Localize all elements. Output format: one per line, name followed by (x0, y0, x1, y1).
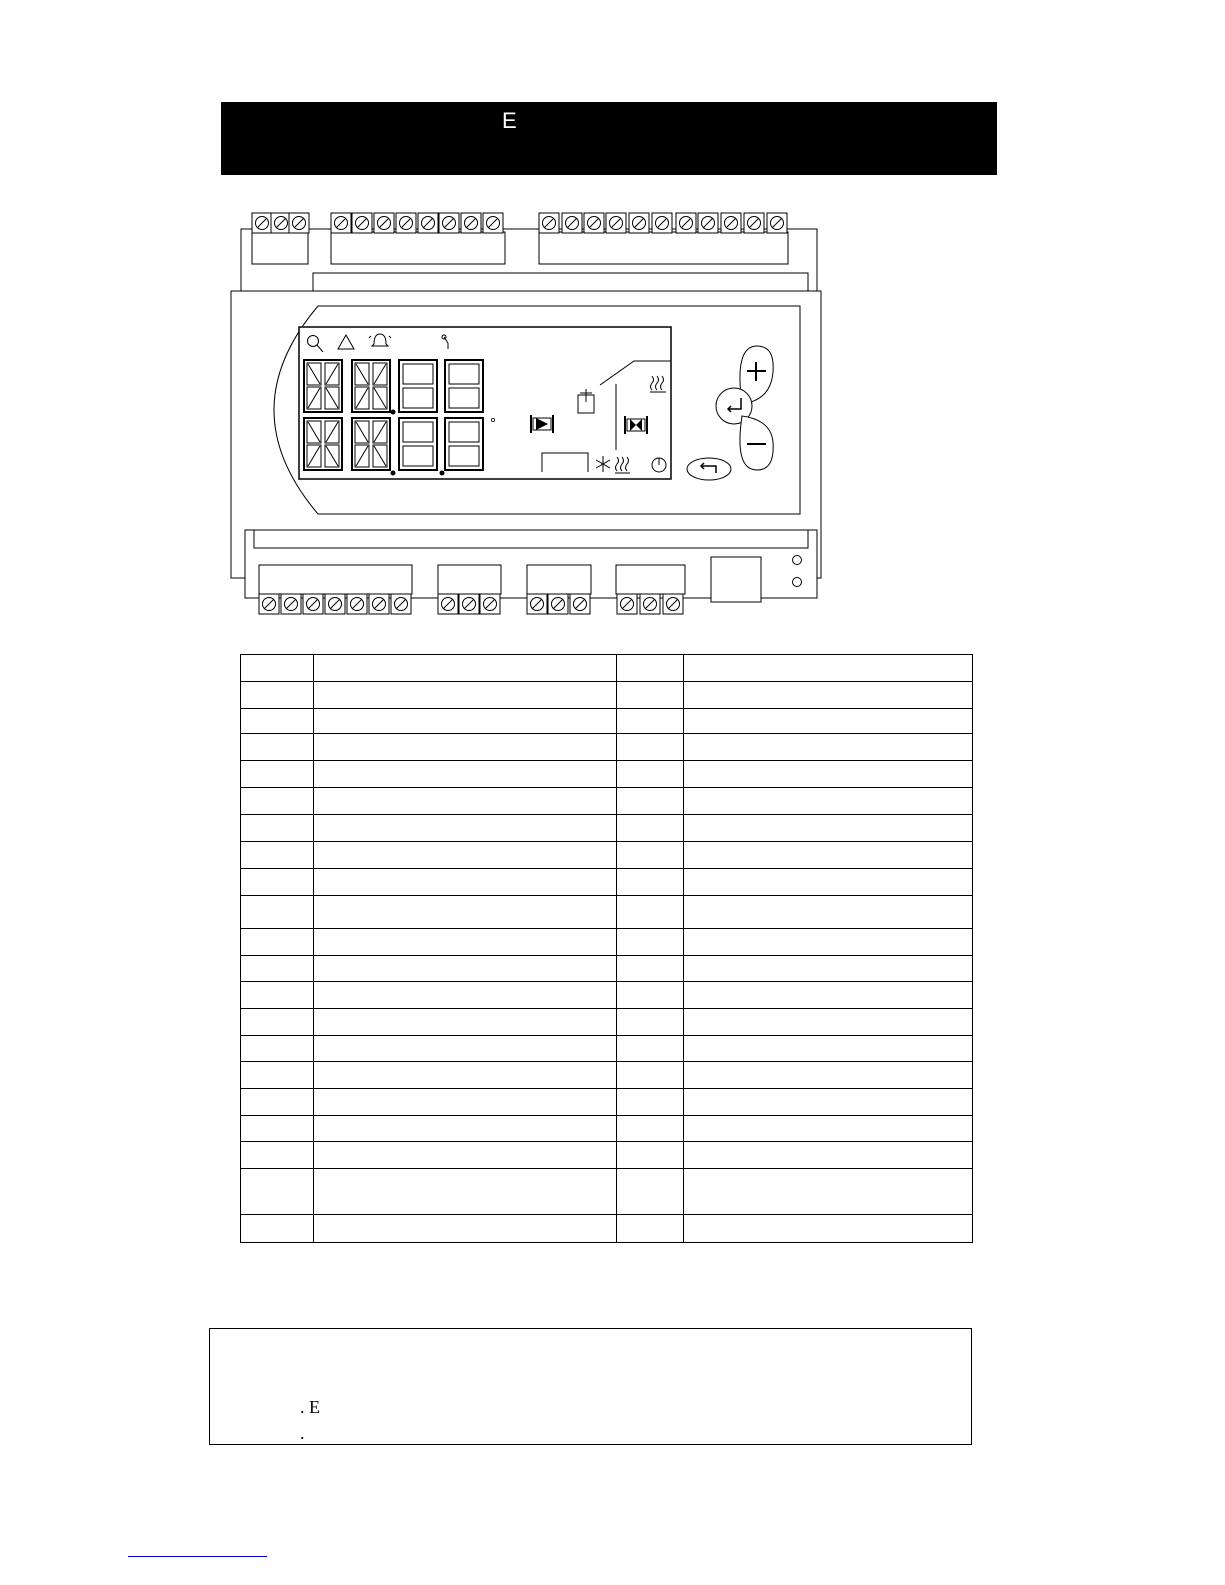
table-cell (241, 1089, 314, 1116)
table-cell (617, 1169, 684, 1215)
table-cell (617, 709, 684, 734)
digit-5 (304, 418, 342, 470)
table-row (241, 869, 973, 896)
table-cell (684, 788, 973, 815)
table-cell (684, 815, 973, 842)
network-port[interactable] (711, 557, 761, 602)
table-row (241, 1116, 973, 1142)
table-row (241, 1036, 973, 1062)
table-row (241, 734, 973, 761)
table-cell (314, 682, 617, 709)
digit-2 (352, 360, 390, 412)
table-cell (314, 1215, 617, 1243)
note-line-1: . E (300, 1397, 320, 1417)
table-row (241, 1215, 973, 1243)
table-row (241, 788, 973, 815)
table-cell (684, 1169, 973, 1215)
spec-table (240, 654, 973, 1243)
valve-icon (625, 416, 647, 434)
table-row (241, 1062, 973, 1089)
table-cell (241, 682, 314, 709)
table-cell (684, 1009, 973, 1036)
table-cell (241, 1215, 314, 1243)
table-cell (314, 1089, 617, 1116)
table-cell (617, 869, 684, 896)
table-cell (314, 1116, 617, 1142)
table-cell (684, 655, 973, 682)
table-cell (617, 1009, 684, 1036)
digit-7 (399, 418, 437, 470)
table-cell (684, 842, 973, 869)
top-terminal-block-1 (252, 213, 309, 233)
table-cell (617, 1062, 684, 1089)
table-cell (241, 1036, 314, 1062)
status-led-2 (793, 578, 802, 587)
table-cell (241, 761, 314, 788)
table-cell (617, 1089, 684, 1116)
table-cell (314, 869, 617, 896)
table-row (241, 1169, 973, 1215)
lcd-display (299, 327, 671, 479)
table-cell (617, 788, 684, 815)
table-cell (617, 956, 684, 982)
table-cell (684, 682, 973, 709)
table-cell (241, 982, 314, 1009)
table-cell (617, 761, 684, 788)
table-cell (684, 896, 973, 929)
table-cell (314, 1009, 617, 1036)
table-cell (241, 1116, 314, 1142)
table-row (241, 982, 973, 1009)
bottom-terminal-block-1 (259, 594, 411, 614)
table-cell (617, 929, 684, 956)
table-cell (684, 929, 973, 956)
table-row (241, 1089, 973, 1116)
table-cell (314, 1142, 617, 1169)
table-cell (314, 1036, 617, 1062)
digit-1 (304, 360, 342, 412)
status-led-1 (793, 556, 802, 565)
table-cell (241, 1142, 314, 1169)
bottom-terminal-housing (245, 530, 817, 602)
table-cell (684, 1089, 973, 1116)
table-cell (241, 655, 314, 682)
controller-diagram (0, 0, 1225, 640)
note-line-2: . (300, 1423, 305, 1443)
table-row (241, 682, 973, 709)
table-cell (617, 815, 684, 842)
top-terminal-block-3 (539, 213, 787, 233)
table-row (241, 815, 973, 842)
bottom-terminal-block-3 (527, 594, 590, 614)
table-cell (684, 709, 973, 734)
table-cell (617, 1215, 684, 1243)
header-title: E (502, 108, 517, 133)
table-cell (314, 734, 617, 761)
table-cell (314, 896, 617, 929)
table-cell (684, 982, 973, 1009)
table-cell (314, 1169, 617, 1215)
table-cell (684, 869, 973, 896)
pump-icon (531, 415, 553, 433)
table-cell (314, 956, 617, 982)
tank-icon (578, 389, 594, 413)
table-cell (617, 1036, 684, 1062)
table-cell (684, 1215, 973, 1243)
escape-button[interactable] (687, 458, 731, 480)
table-row (241, 842, 973, 869)
table-cell (314, 842, 617, 869)
table-cell (241, 842, 314, 869)
table-cell (314, 761, 617, 788)
table-cell (617, 655, 684, 682)
table-cell (241, 709, 314, 734)
footer-link[interactable] (128, 1556, 267, 1557)
table-row (241, 761, 973, 788)
table-cell (314, 982, 617, 1009)
table-row (241, 1142, 973, 1169)
table-cell (241, 1169, 314, 1215)
digit-8 (445, 418, 483, 470)
table-cell (314, 709, 617, 734)
table-row (241, 1009, 973, 1036)
table-cell (684, 734, 973, 761)
table-cell (241, 815, 314, 842)
table-cell (241, 1062, 314, 1089)
table-cell (617, 1116, 684, 1142)
table-row (241, 956, 973, 982)
digit-4 (445, 360, 483, 412)
table-cell (241, 734, 314, 761)
table-cell (314, 655, 617, 682)
table-cell (617, 982, 684, 1009)
table-cell (314, 1062, 617, 1089)
digit-6 (352, 418, 390, 470)
table-cell (684, 761, 973, 788)
top-terminal-housing (241, 229, 817, 296)
table-cell (314, 929, 617, 956)
table-cell (241, 1009, 314, 1036)
table-cell (241, 788, 314, 815)
bottom-terminal-block-2 (438, 594, 500, 614)
table-cell (617, 734, 684, 761)
table-cell (684, 1116, 973, 1142)
table-cell (241, 896, 314, 929)
table-cell (684, 956, 973, 982)
table-cell (617, 842, 684, 869)
bottom-terminal-block-4 (617, 594, 683, 614)
table-cell (684, 1142, 973, 1169)
table-cell (241, 869, 314, 896)
digit-3 (399, 360, 437, 412)
table-cell (617, 1142, 684, 1169)
note-box (209, 1328, 972, 1445)
table-row (241, 709, 973, 734)
table-cell (684, 1036, 973, 1062)
table-cell (314, 815, 617, 842)
table-cell (617, 682, 684, 709)
table-cell (314, 788, 617, 815)
table-row (241, 655, 973, 682)
table-cell (241, 956, 314, 982)
table-row (241, 896, 973, 929)
table-cell (617, 896, 684, 929)
table-cell (241, 929, 314, 956)
table-row (241, 929, 973, 956)
table-cell (684, 1062, 973, 1089)
